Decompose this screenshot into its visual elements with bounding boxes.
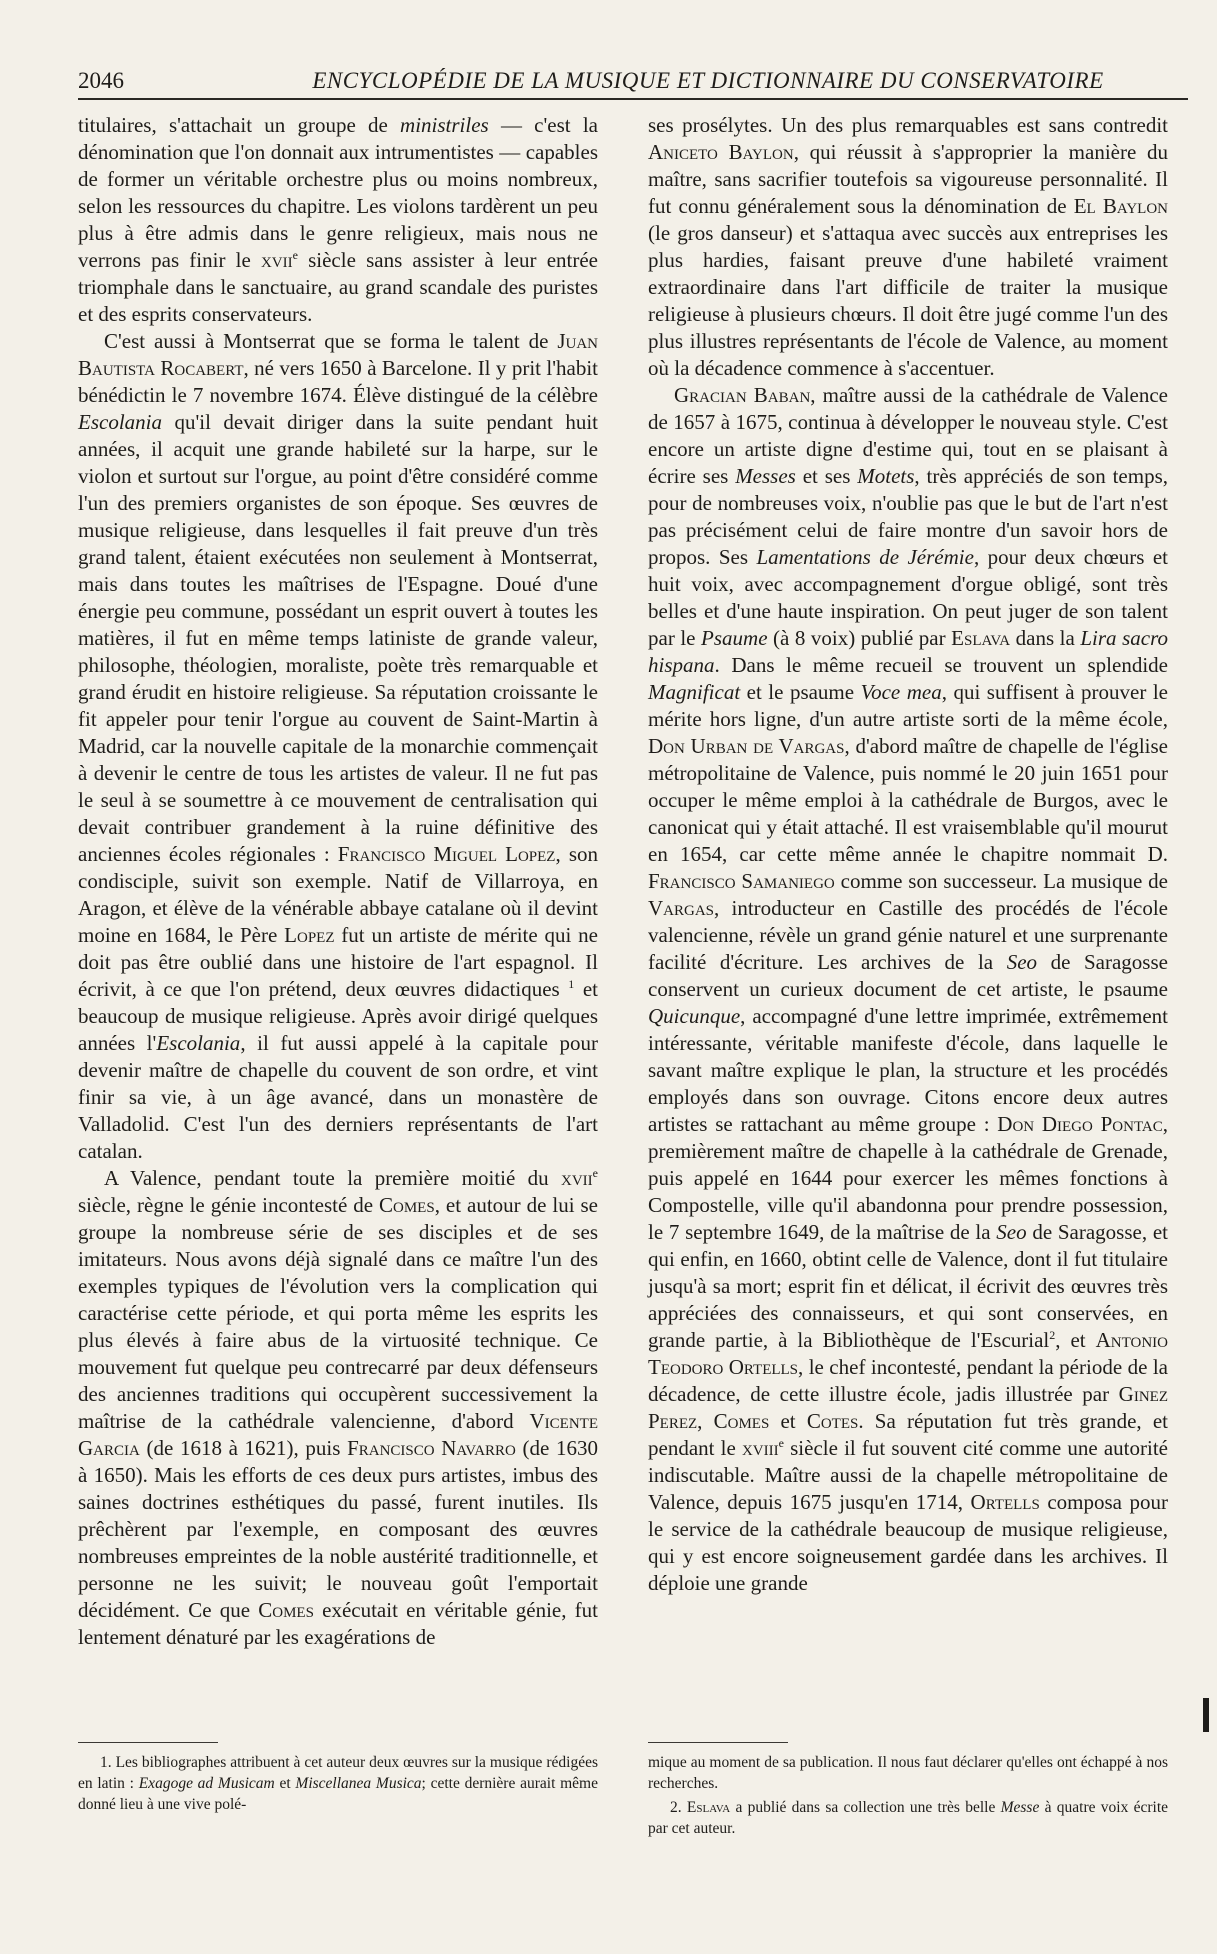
paragraph: titulaires, s'attachait un groupe de ministriles — c'est la dénomination que l'on donnait aux intrumentistes — capables de former un véritable orchestre plus ou moins nombreux, selon les ressources du chapitre. Les violons tardèrent un peu plus à être admis dans le genre religieux, mais nous ne verrons pas finir le xvii$^e$ siècle sans assister à leur entrée triomphale dans le sanctuaire, au grand scandale des puristes et des esprits conservateurs. xyxy=(78,113,598,326)
paragraph: C'est aussi à Montserrat que se forma le talent de Juan Bautista Rocabert, né vers 1650 à Barcelone. Il y prit l'habit bénédictin le 7 novembre 1674. Élève distingué de la célèbre Escolania qu'il devait diriger dans la suite pendant huit années, il acquit une grande habileté sur la harpe, sur le violon et surtout sur l'orgue, au point d'être considéré comme l'un des premiers organistes de son époque. Ses œuvres de musique religieuse, dans lesquelles il fait preuve d'un très grand talent, étaient exécutées non seulement à Montserrat, mais dans toutes les maîtrises de l'Espagne. Doué d'une énergie peu commune, possédant un esprit ouvert à toutes les matières, il fut en même temps latiniste de grande valeur, philosophe, théologien, moraliste, poète très remarquable et grand érudit en histoire religieuse. Sa réputation croissante le fit appeler pour tenir l'orgue au couvent de Saint-Martin à Madrid, car la nouvelle capitale de la monarchie commençait à devenir le centre de tous les artistes de valeur. Il ne fut pas le seul à se soumettre à ce mouvement de centralisation qui devait contribuer grandement à la ruine définitive des anciennes écoles régionales : Francisco Miguel Lopez, son condisciple, suivit son exemple. Natif de Villarroya, en Aragon, et élève de la vénérable abbaye catalane où il devint moine en 1684, le Père Lopez fut un artiste de mérite qui ne doit pas être oublié dans une histoire de l'art espagnol. Il écrivit, à ce que l'on prétend, deux œuvres didactiques $^1$ et beaucoup de musique religieuse. Après avoir dirigé quelques années l'Escolania, il fut aussi appelé à la capitale pour devenir maître de chapelle du couvent de son ordre, et vint finir sa vie, à un âge avancé, dans un monastère de Valladolid. C'est l'un des derniers représentants de l'art catalan. xyxy=(78,329,599,1163)
paragraph: ses prosélytes. Un des plus remarquables est sans contredit Aniceto Baylon, qui réussit à s'approprier la manière du maître, sans sacrifier toutefois sa vigoureuse personnalité. Il fut connu généralement sous la dénomination de El Baylon (le gros danseur) et s'attaqua avec succès aux entreprises les plus hardies, faisant preuve d'une habileté vraiment extraordinaire dans l'art difficile de traiter la musique religieuse à plusieurs chœurs. Il doit être jugé comme l'un des plus illustres représentants de l'école de Valence, au moment où la décadence commence à s'accentuer. xyxy=(648,113,1168,380)
paragraph: A Valence, pendant toute la première moitié du xvii$^e$ siècle, règne le génie incontesté de Comes, et autour de lui se groupe la nombreuse série de ses disciples et de ses imitateurs. Nous avons déjà signalé dans ce maître l'un des exemples typiques de l'évolution vers la complication qui caractérise cette période, et qui porta même les esprits les plus élevés à faire abus de la virtuosité technique. Ce mouvement fut quelque peu contrecarré par deux défenseurs des anciennes traditions qui occupèrent successivement la maîtrise de la cathédrale valencienne, d'abord Vicente Garcia (de 1618 à 1621), puis Francisco Navarro (de 1630 à 1650). Mais les efforts de ces deux purs artistes, imbus des saines doctrines esthétiques du passé, furent inutiles. Ils prêchèrent par l'exemple, en composant des œuvres nombreuses empreintes de la noble austérité traditionnelle, et personne ne les suivit; le nouveau goût l'emportait décidément. Ce que Comes exécutait en véritable génie, fut lentement dénaturé par les exagérations de xyxy=(78,1166,598,1649)
footnote-ref: 1 xyxy=(568,977,575,991)
running-header xyxy=(78,64,1188,100)
paragraph: Gracian Baban, maître aussi de la cathédrale de Valence de 1657 à 1675, continua à développer le nouveau style. C'est encore un artiste digne d'estime qui, tout en se plaisant à écrire ses Messes et ses Motets, très appréciés de son temps, pour de nombreuses voix, n'oublie pas que le but de l'art n'est pas précisément celui de faire montre d'un savoir hors de propos. Ses Lamentations de Jérémie, pour deux chœurs et huit voix, avec accompagnement d'orgue obligé, sont très belles et d'une haute inspiration. On peut juger de son talent par le Psaume (à 8 voix) publié par Eslava dans la Lira sacro hispana. Dans le même recueil se trouvent un splendide Magnificat et le psaume Voce mea, qui suffisent à prouver le mérite hors ligne, d'un autre artiste sorti de la même école, Don Urban de Vargas, d'abord maître de chapelle de l'église métropolitaine de Valence, puis nommé le 20 juin 1651 pour occuper le même emploi à la cathédrale de Burgos, avec le canonicat qui y était attaché. Il est vraisemblable qu'il mourut en 1654, car cette même année le chapitre nommait D. Francisco Samaniego comme son successeur. La musique de Vargas, introducteur en Castille des procédés de l'école valencienne, révèle un grand génie naturel et une surprenante facilité d'écriture. Les archives de la Seo de Saragosse conservent un curieux document de cet artiste, le psaume Quicunque, accompagné d'une lettre imprimée, extrêmement intéressante, véritable manifeste d'école, dans laquelle le savant maître explique le plan, la structure et les procédés employés dans son ouvrage. Citons encore deux autres artistes se rattachant au même groupe : Don Diego Pontac, premièrement maître de chapelle à la cathédrale de Grenade, puis appelé en 1644 pour exercer les mêmes fonctions à Compostelle, ville qu'il abandonna pour prendre possession, le 7 septembre 1649, de la maîtrise de la Seo de Saragosse, et qui enfin, en 1660, obtint celle de Valence, dont il fut titulaire jusqu'à sa mort; esprit fin et délicat, il écrivit des œuvres très appréciées des connaisseurs, et qui sont conservées, en grande partie, à la Bibliothèque de l'Escurial$^2$, et Antonio Teodoro Ortells, le chef incontesté, pendant la période de la décadence, de cette illustre école, jadis illustrée par Ginez Perez, Comes et Cotes. Sa réputation fut très grande, et pendant le xviii$^e$ siècle il fut souvent cité comme une autorité indiscutable. Maître aussi de la chapelle métropolitaine de Valence, depuis 1675 jusqu'en 1714, Ortells composa pour le service de la cathédrale beaucoup de musique religieuse, qui y est encore soigneusement gardée dans les archives. Il déploie une grande xyxy=(648,383,1169,1595)
footnote-rule xyxy=(648,1742,788,1743)
footnotes-left xyxy=(78,1752,598,1818)
footnotes-right xyxy=(648,1752,1168,1842)
page-edge-mark xyxy=(1203,1698,1209,1732)
footnote: 1. Les bibliographes attribuent à cet auteur deux œuvres sur la musique rédigées en latin : Exagoge ad Musicam et Miscellanea Musica; cette dernière aurait même donné lieu à une vive polé- xyxy=(78,1754,598,1813)
footnote-rule xyxy=(78,1742,218,1743)
footnote: mique au moment de sa publication. Il nous faut déclarer qu'elles ont échappé à nos recherches. xyxy=(648,1754,1168,1792)
footnote-ref: 2 xyxy=(1049,1328,1056,1342)
footnote: 2. Eslava a publié dans sa collection une très belle Messe à quatre voix écrite par cet auteur. xyxy=(648,1799,1169,1837)
running-title: ENCYCLOPÉDIE DE LA MUSIQUE ET DICTIONNAIRE DU CONSERVATOIRE xyxy=(312,68,1104,93)
left-column xyxy=(78,112,598,1651)
page-number: 2046 xyxy=(78,68,124,93)
right-column xyxy=(648,112,1168,1597)
